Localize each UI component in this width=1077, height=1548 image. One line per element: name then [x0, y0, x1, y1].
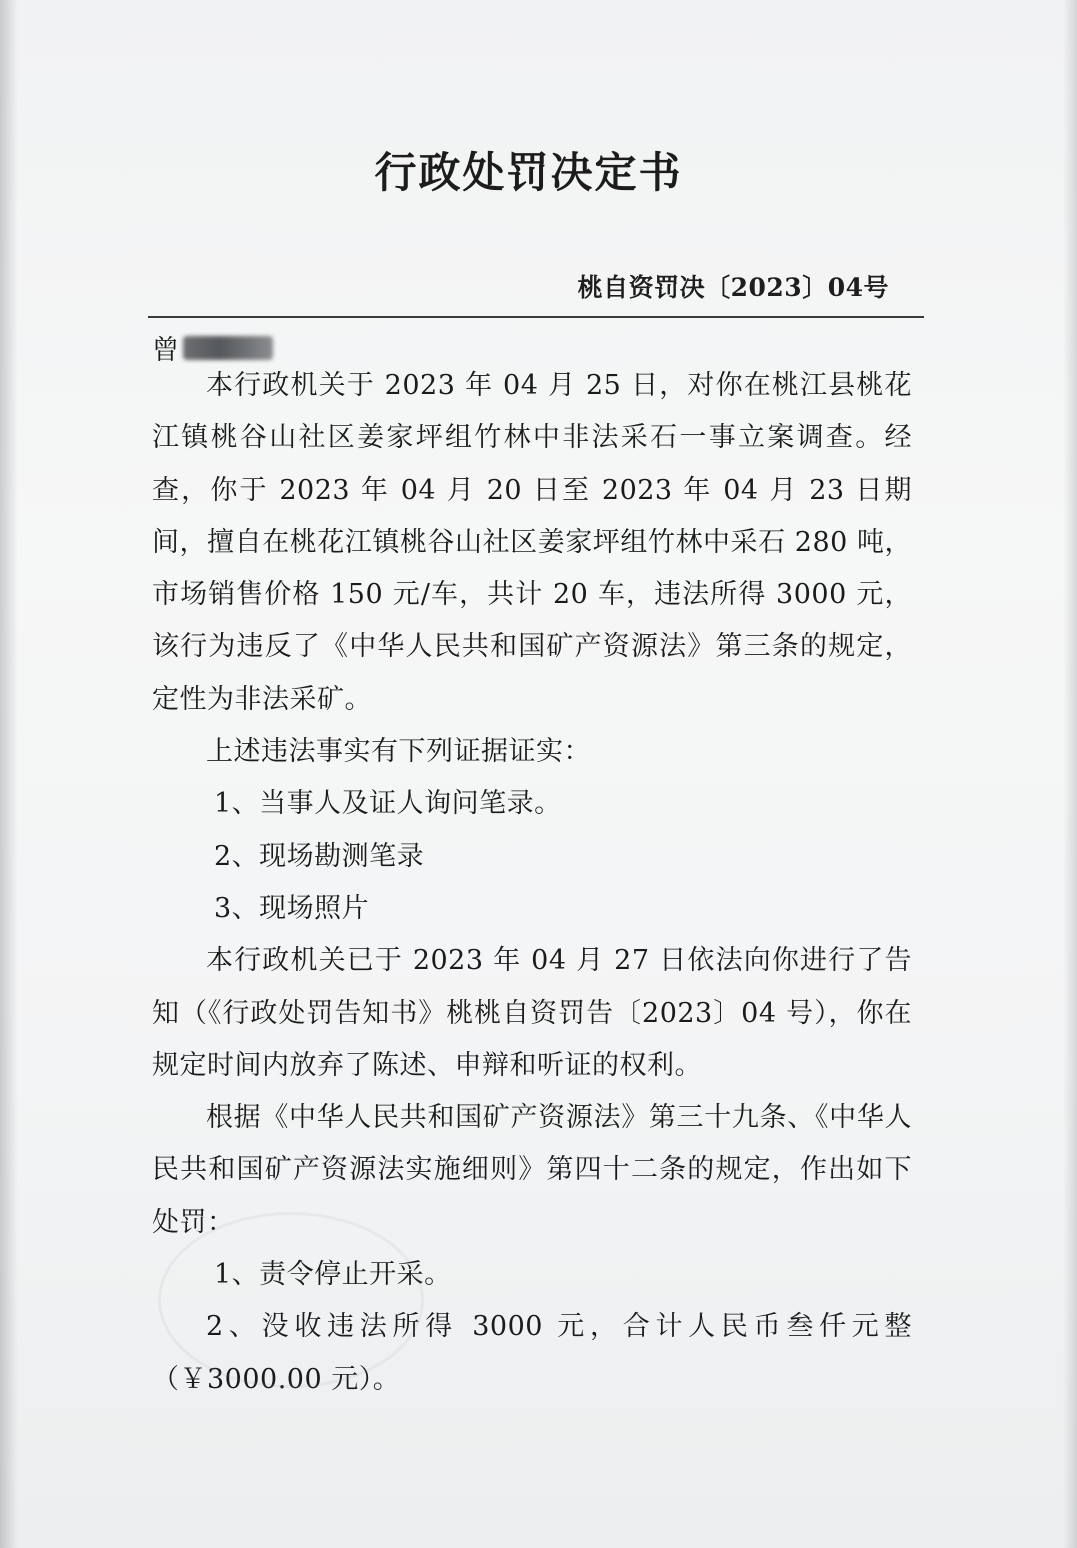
header-divider: [148, 316, 924, 318]
document-number: 桃自资罚决〔2023〕04号: [577, 273, 889, 302]
document-body: [152, 360, 912, 1406]
evidence-item-2: 2、现场勘测笔录: [214, 840, 425, 872]
document-title: 行政处罚决定书: [374, 148, 683, 197]
paragraph-facts: 本行政机关于 2023 年 04 月 25 日，对你在桃江县桃花江镇桃谷山社区姜家坪组竹林中非法采石一事立案调查。经查，你于 2023 年 04 月 20 日至 2023 年 04 月 23 日期间，擅自在桃花江镇桃谷山社区姜家坪组竹林中采石 280 吨，市场销售价格 150 元/车，共计 20 车，违法所得 3000 元，该行为违反了《中华人民共和国矿产资源法》第三条的规定，定性为非法采矿。: [152, 370, 912, 715]
evidence-item-3: 3、现场照片: [214, 892, 370, 924]
paragraph-evidence-intro: 上述违法事实有下列证据证实：: [206, 736, 591, 768]
paragraph-notice: 本行政机关已于 2023 年 04 月 27 日依法向你进行了告知（《行政处罚告知书》桃桃自资罚告〔2023〕04 号），你在规定时间内放弃了陈述、申辩和听证的权利。: [152, 945, 912, 1081]
redacted-name: [183, 336, 273, 360]
page-edge-shadow: [0, 0, 18, 1548]
penalty-item-2: 2、没收违法所得 3000 元，合计人民币叁仟元整（￥3000.00 元）。: [152, 1311, 912, 1395]
page-edge-shadow-right: [1063, 0, 1077, 1548]
addressee-name: 曾: [152, 335, 179, 366]
evidence-item-1: 1、当事人及证人询问笔录。: [214, 788, 562, 820]
paragraph-legal-basis: 根据《中华人民共和国矿产资源法》第三十九条、《中华人民共和国矿产资源法实施细则》第四十二条的规定，作出如下处罚：: [152, 1102, 912, 1238]
penalty-item-1: 1、责令停止开采。: [214, 1259, 452, 1291]
